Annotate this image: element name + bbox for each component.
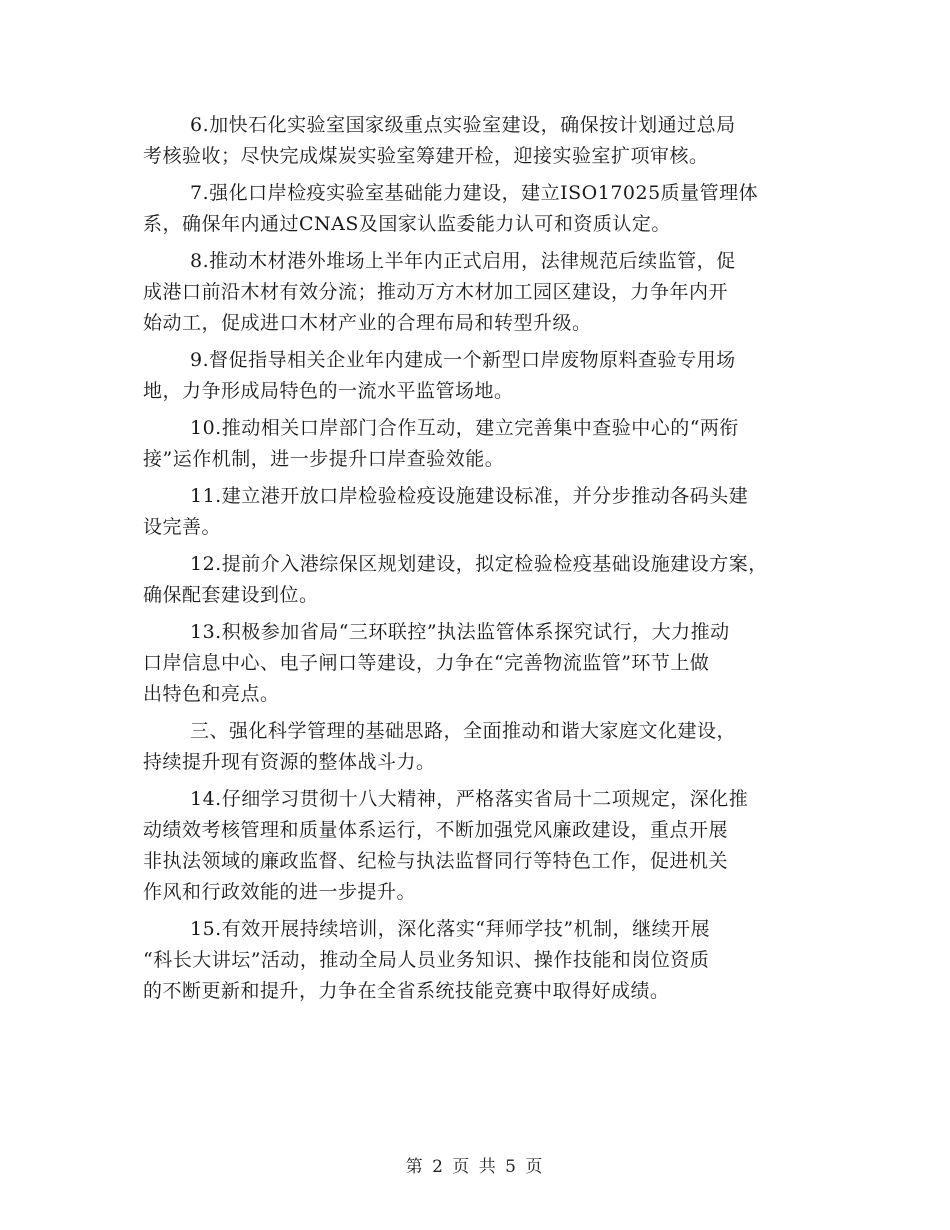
text-line: 持续提升现有资源的整体战斗力。 [143,751,436,773]
paragraph-item-10 [143,413,813,475]
paragraph-item-9 [143,345,813,407]
text-line: 8.推动木材港外堆场上半年内正式启用，法律规范后续监管，促 [190,250,736,272]
text-line: “科长大讲坛”活动，推动全局人员业务知识、操作技能和岗位资质 [143,949,710,971]
text-line: 动绩效考核管理和质量体系运行，不断加强党风廉政建设，重点开展 [143,819,729,841]
text-line: 10.推动相关口岸部门合作互动，建立完善集中查验中心的“两衔 [190,417,739,439]
text-line: 口岸信息中心、电子闸口等建设，力争在“完善物流监管”环节上做 [143,652,710,674]
text-line: 11.建立港开放口岸检验检疫设施建设标准，并分步推动各码头建 [190,485,749,507]
text-line: 6.加快石化实验室国家级重点实验室建设，确保按计划通过总局 [190,114,736,136]
text-line: 系，确保年内通过CNAS及国家认监委能力认可和资质认定。 [143,213,671,235]
section-heading-3 [143,716,813,778]
text-line: 14.仔细学习贯彻十八大精神，严格落实省局十二项规定，深化推 [190,788,749,810]
text-line: 考核验收；尽快完成煤炭实验室筹建开检，迎接实验室扩项审核。 [143,145,709,167]
paragraph-item-15 [143,914,813,1007]
paragraph-item-14 [143,784,813,908]
page-number-footer: 第 2 页 共 5 页 [405,1157,545,1177]
text-line: 作风和行政效能的进一步提升。 [143,881,417,903]
paragraph-item-11 [143,481,813,543]
paragraph-item-13 [143,617,813,710]
text-line: 始动工，促成进口木材产业的合理布局和转型升级。 [143,312,592,334]
paragraph-item-7 [143,178,813,240]
paragraph-item-8 [143,246,813,339]
text-line: 7.强化口岸检疫实验室基础能力建设，建立ISO17025质量管理体 [190,182,759,204]
paragraph-item-6 [143,110,813,172]
text-line: 出特色和亮点。 [143,683,280,705]
text-line: 13.积极参加省局“三环联控”执法监管体系探究试行，大力推动 [190,621,730,643]
text-line: 9.督促指导相关企业年内建成一个新型口岸废物原料查验专用场 [190,349,736,371]
text-line: 非执法领域的廉政监督、纪检与执法监督同行等特色工作，促进机关 [143,850,729,872]
text-line: 接”运作机制，进一步提升口岸查验效能。 [143,448,505,470]
text-line: 设完善。 [143,516,222,538]
paragraph-item-12 [143,549,813,611]
text-line: 地，力争形成局特色的一流水平监管场地。 [143,380,514,402]
text-line: 确保配套建设到位。 [143,584,319,606]
text-line: 15.有效开展持续培训，深化落实“拜师学技”机制，继续开展 [190,918,711,940]
text-line: 三、强化科学管理的基础思路，全面推动和谐大家庭文化建设， [190,720,737,742]
text-line: 12.提前介入港综保区规划建设，拟定检验检疫基础设施建设方案， [190,553,768,575]
document-body [143,110,813,1013]
text-line: 的不断更新和提升，力争在全省系统技能竞赛中取得好成绩。 [143,980,670,1002]
text-line: 成港口前沿木材有效分流；推动万方木材加工园区建设，力争年内开 [143,281,729,303]
